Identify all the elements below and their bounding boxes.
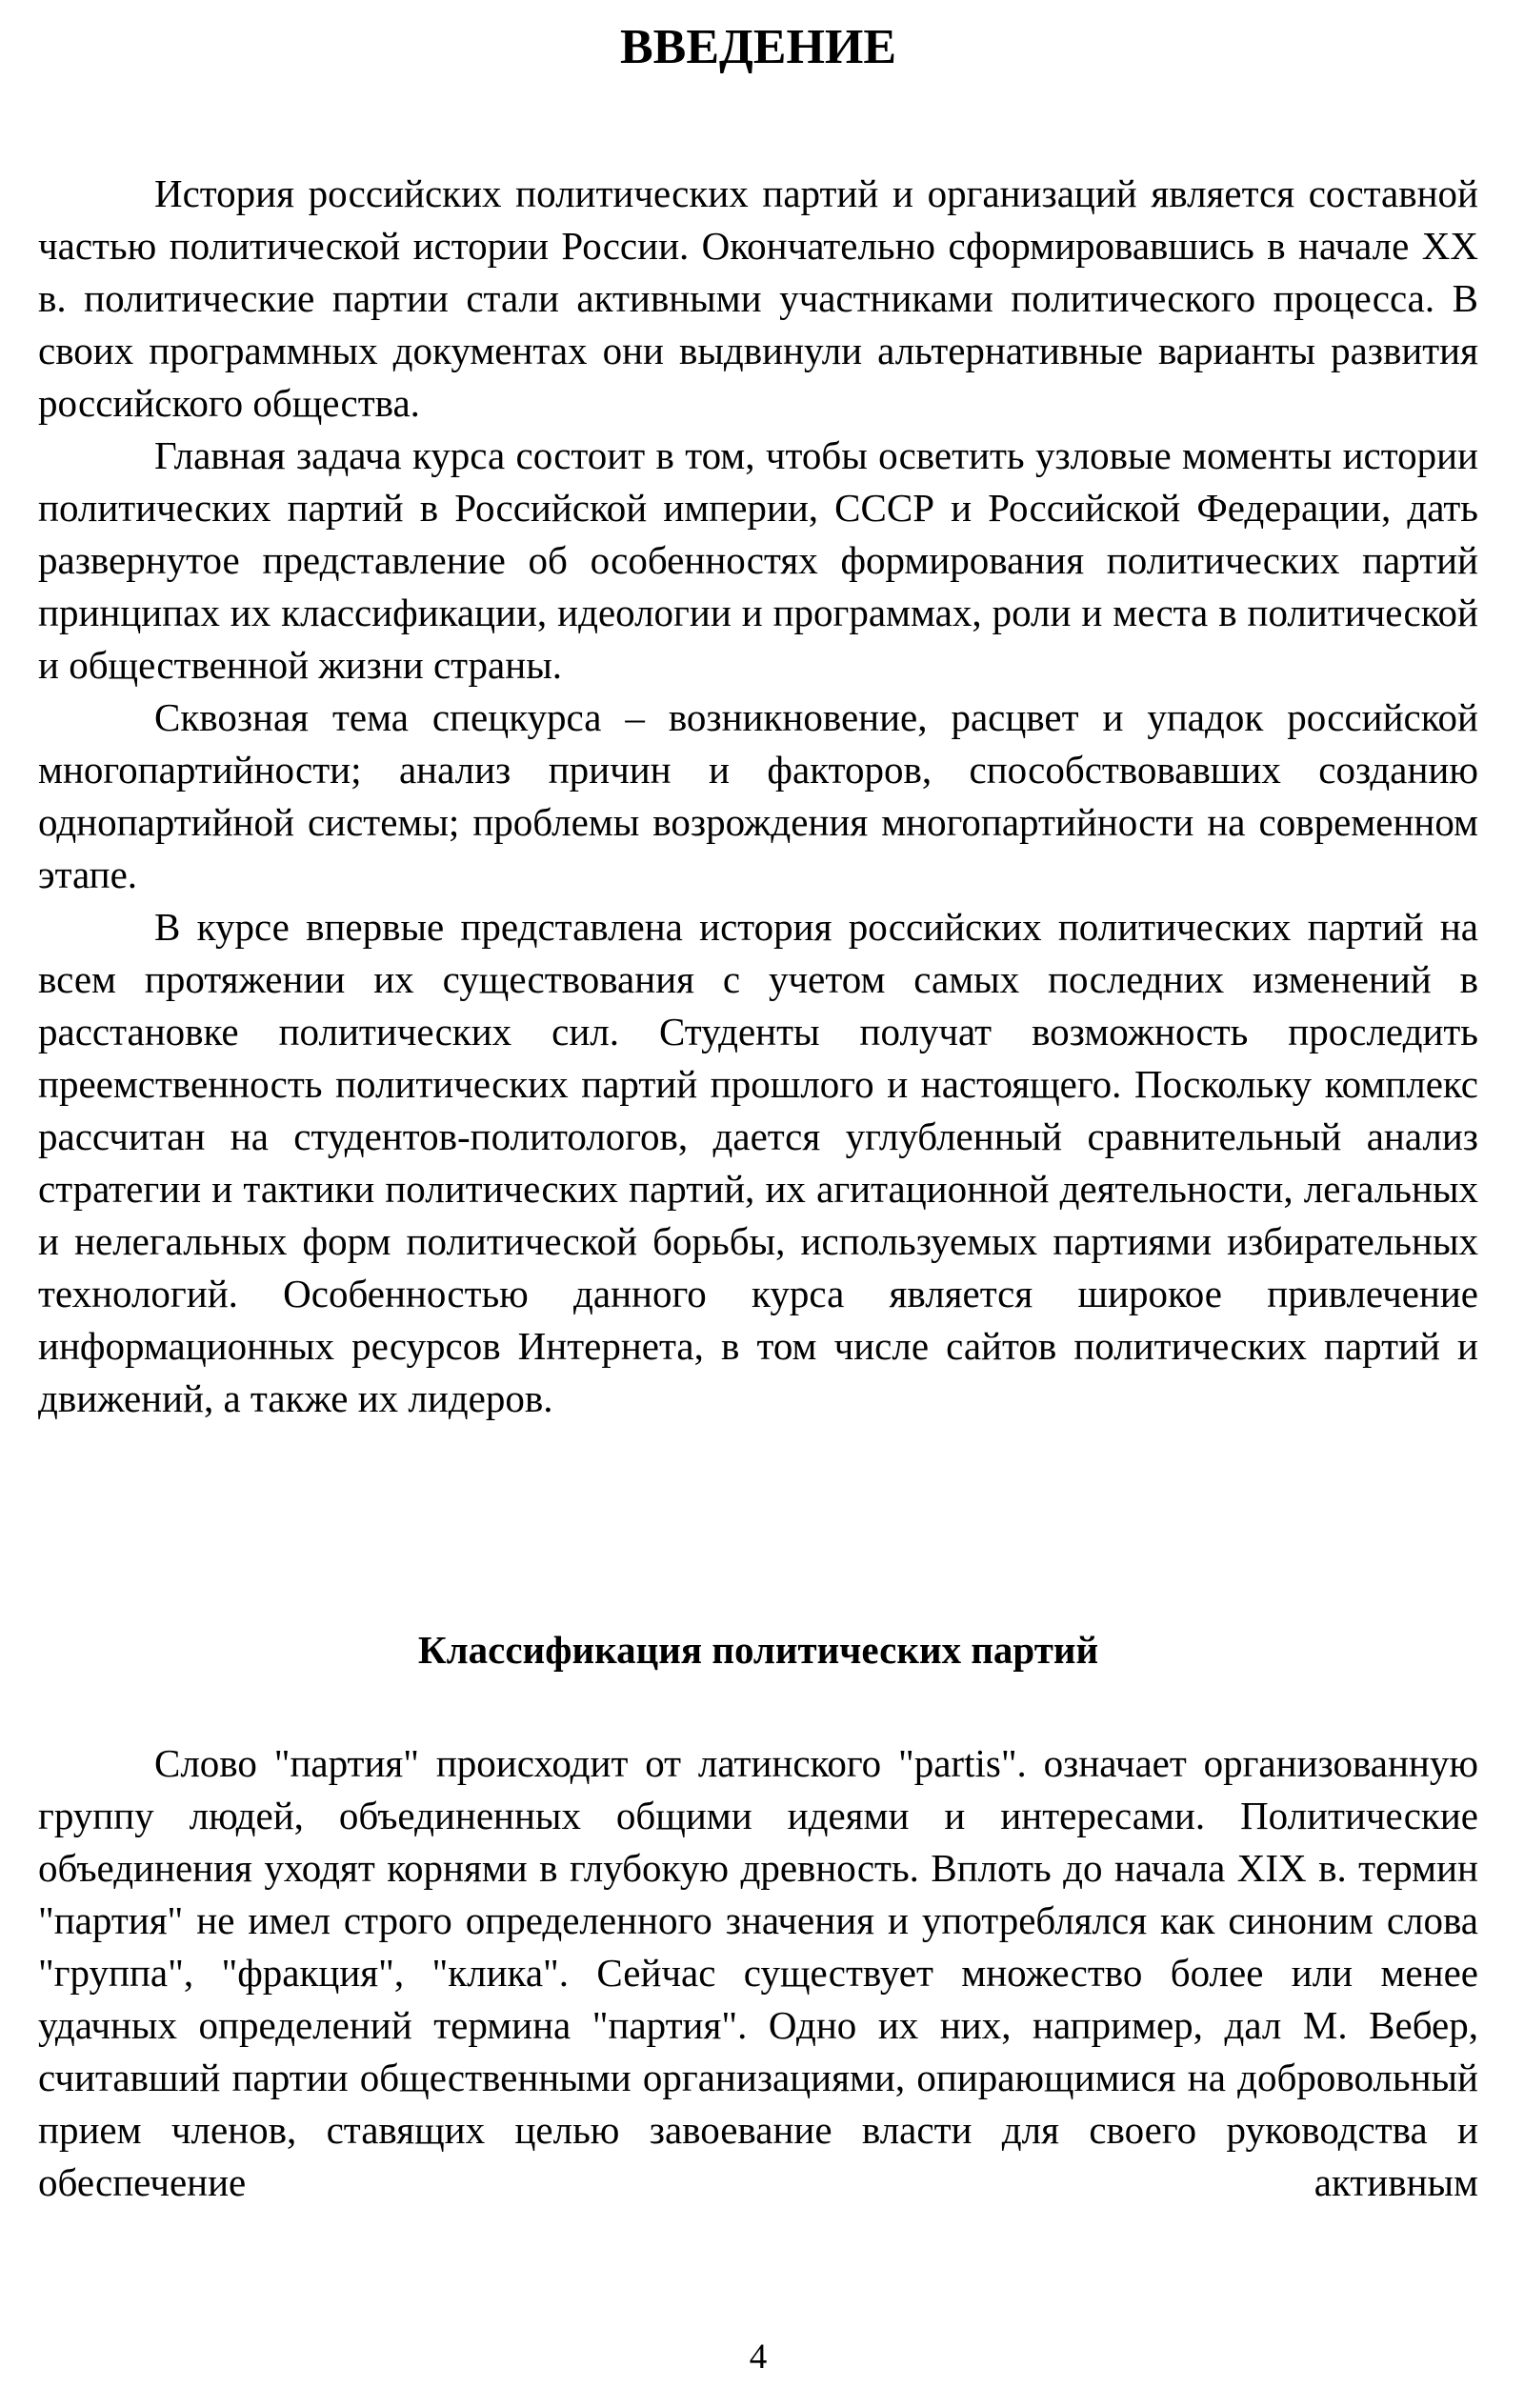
intro-text <box>38 168 1478 1425</box>
page-title: ВВЕДЕНИЕ <box>619 20 897 74</box>
intro-paragraph: Сквозная тема спецкурса – возникновение, расцвет и упадок российской многопартийности; анализ причин и факторов, способствовавших созданию однопартийной системы; проблемы возрождения многопартийности на современном этапе. <box>38 695 1478 896</box>
intro-paragraph: Главная задача курса состоит в том, чтобы осветить узловые моменты истории политических партий в Российской империи, СССР и Российской Федерации, дать развернутое представление об особенностях формирования политических партий принципах их классификации, идеологии и программах, роли и места в политической и общественной жизни страны. <box>38 433 1478 687</box>
section-text <box>38 1737 1478 2209</box>
page-number: 4 <box>749 2338 768 2377</box>
document-page <box>38 0 1478 2408</box>
section-paragraph: Слово "партия" происходит от латинского "partis". означает организованную группу людей, объединенных общими идеями и интересами. Политические объединения уходят корнями в глубокую древность. Вплоть до начала XIX в. термин "партия" не имел строго определенного значения и употреблялся как синоним слова "группа", "фракция", "клика". Сейчас существует множество более или менее удачных определений термина "партия". Одно их них, например, дал М. Вебер, считавший партии общественными организациями, опирающимися на добровольный прием членов, ставящих целью завоевание власти для своего руководства и обеспечение активным <box>38 1741 1478 2204</box>
intro-paragraph: История российских политических партий и организаций является составной частью политической истории России. Окончательно сформировавшись в начале XX в. политические партии стали активными участниками политического процесса. В своих программных документах они выдвинули альтернативные варианты развития российского общества. <box>38 171 1478 425</box>
section-heading: Классификация политических партий <box>417 1628 1099 1672</box>
intro-paragraph: В курсе впервые представлена история российских политических партий на всем протяжении их существования с учетом самых последних изменений в расстановке политических сил. Студенты получат возможность проследить преемственность политических партий прошлого и настоящего. Поскольку комплекс рассчитан на студентов-политологов, дается углубленный сравнительный анализ стратегии и тактики политических партий, их агитационной деятельности, легальных и нелегальных форм политической борьбы, используемых партиями избирательных технологий. Особенностью данного курса является широкое привлечение информационных ресурсов Интернета, в том числе сайтов политических партий и движений, а также их лидеров. <box>38 905 1478 1420</box>
